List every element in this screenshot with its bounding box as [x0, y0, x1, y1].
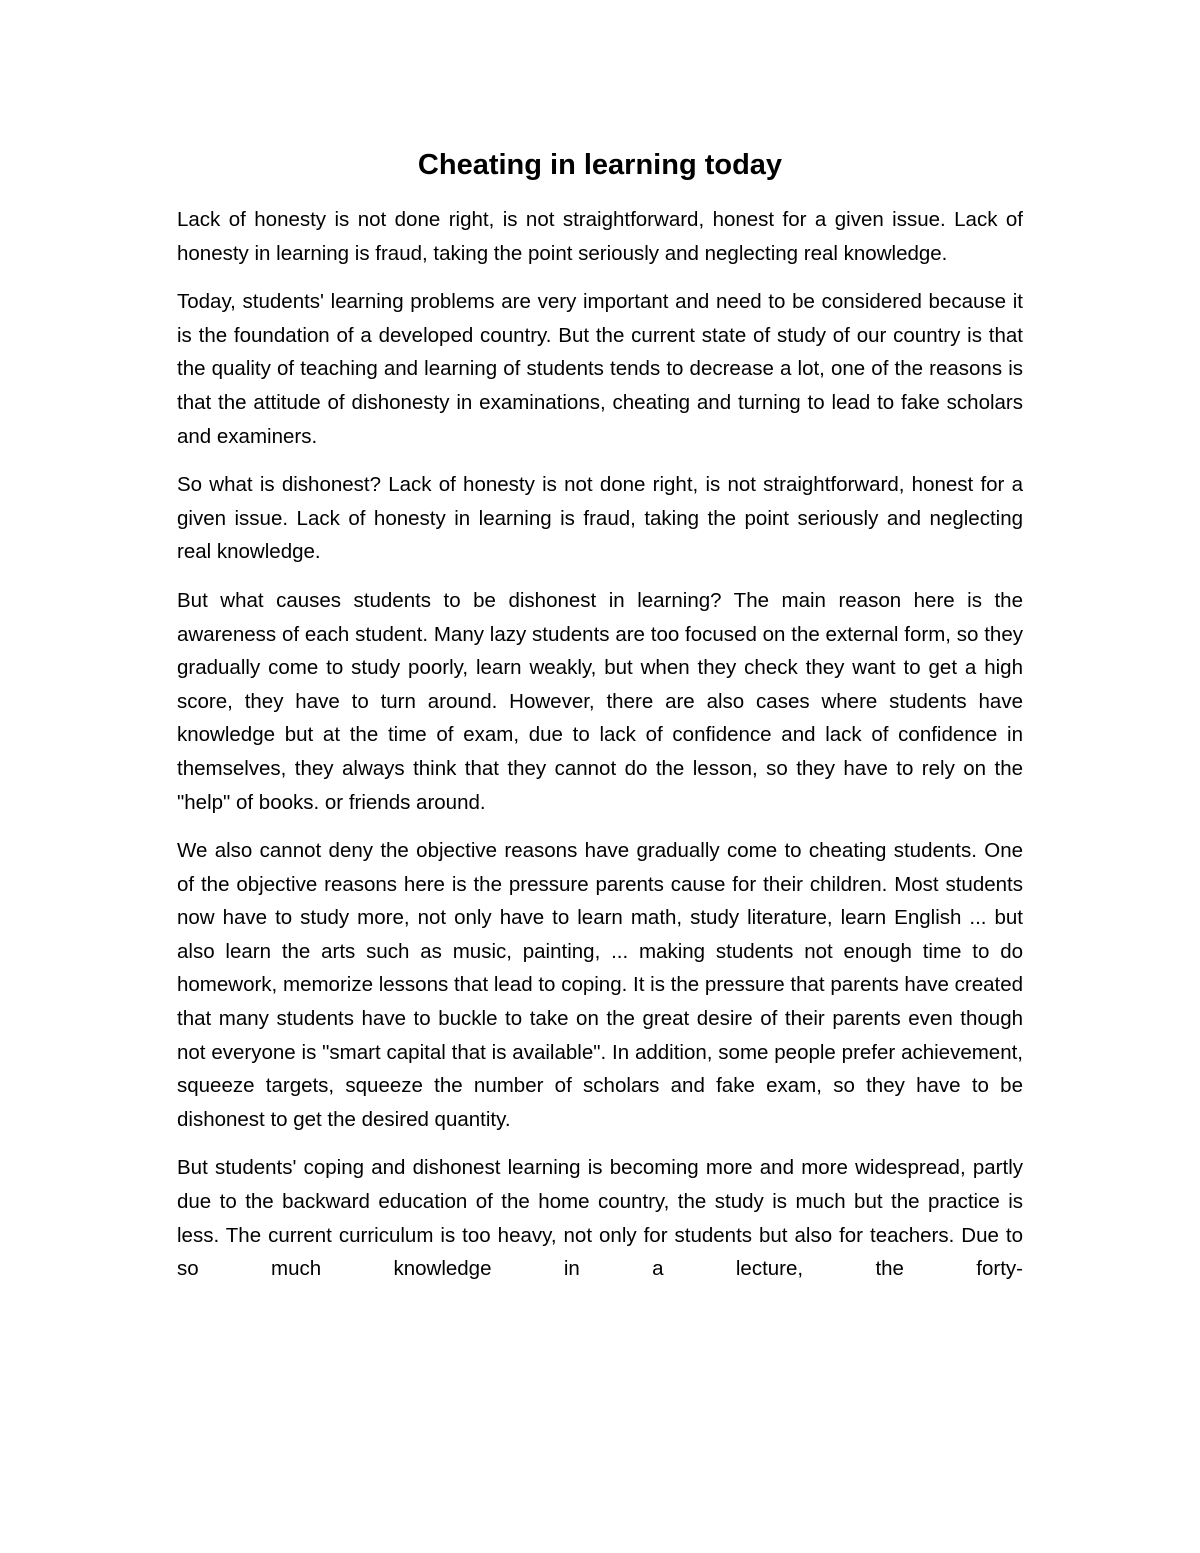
- paragraph: But what causes students to be dishonest in learning? The main reason here is the awareness of each student. Many lazy students are too focused on the external form, so they gradually come to study poorly, learn weakly, but when they check they want to get a high score, they have to turn around. However, there are also cases where students have knowledge but at the time of exam, due to lack of confidence and lack of confidence in themselves, they always think that they cannot do the lesson, so they have to rely on the "help" of books. or friends around.: [177, 588, 1023, 814]
- paragraph: Lack of honesty is not done right, is not straightforward, honest for a given issue. Lack of honesty in learning is fraud, taking the point seriously and neglecting real knowledge.: [177, 208, 1023, 265]
- document-body: [177, 203, 1023, 1286]
- paragraph: But students' coping and dishonest learning is becoming more and more widespread, partly due to the backward education of the home country, the study is much but the practice is less. The current curriculum is too heavy, not only for students but also for teachers. Due to so much knowledge in a lecture, the forty-: [177, 1156, 1023, 1281]
- paragraph: Today, students' learning problems are very important and need to be considered because it is the foundation of a developed country. But the current state of study of our country is that the quality of teaching and learning of students tends to decrease a lot, one of the reasons is that the attitude of dishonesty in examinations, cheating and turning to lead to fake scholars and examiners.: [177, 290, 1023, 448]
- paragraph: We also cannot deny the objective reasons have gradually come to cheating students. One of the objective reasons here is the pressure parents cause for their children. Most students now have to study more, not only have to learn math, study literature, learn English ... but also learn the arts such as music, painting, ... making students not enough time to do homework, memorize lessons that lead to coping. It is the pressure that parents have created that many students have to buckle to take on the great desire of their parents even though not everyone is "smart capital that is available". In addition, some people prefer achievement, squeeze targets, squeeze the number of scholars and fake exam, so they have to be dishonest to get the desired quantity.: [177, 839, 1023, 1131]
- paragraph: So what is dishonest? Lack of honesty is not done right, is not straightforward, honest for a given issue. Lack of honesty in learning is fraud, taking the point seriously and neglecting real knowledge.: [177, 473, 1023, 564]
- document-title: Cheating in learning today: [417, 149, 783, 181]
